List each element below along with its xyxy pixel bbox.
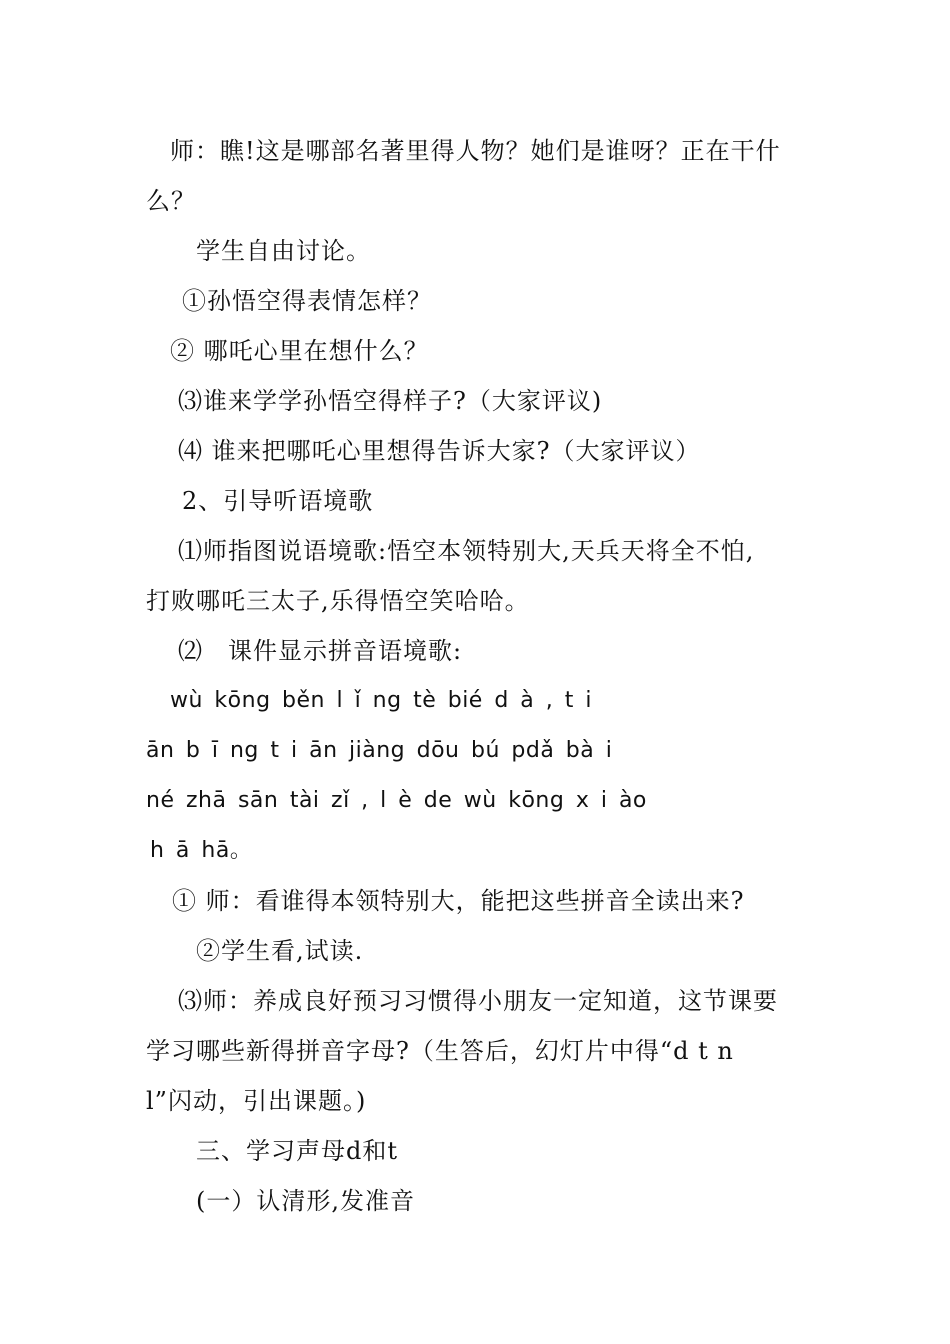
text-line-teacher-preview: ⑶师：养成良好预习习惯得小朋友一定知道，这节课要: [178, 987, 778, 1015]
pinyin-line-4: h ā hā。: [150, 838, 253, 863]
text-line-teacher-question: 师：瞧!这是哪部名著里得人物？她们是谁呀？正在干什: [170, 137, 781, 165]
text-line-teacher-preview-end: l”闪动，引出课题。): [146, 1087, 367, 1115]
text-line-students-try: ②学生看,试读.: [196, 937, 364, 965]
text-line-item-1: ①孙悟空得表情怎样？: [182, 287, 432, 315]
subsection-heading-1: (一）认清形,发准音: [196, 1187, 415, 1215]
text-line-song-2: ⑵ 课件显示拼音语境歌:: [178, 637, 463, 665]
text-line-section-2: 2、引导听语境歌: [182, 487, 374, 515]
text-line-item-4: ⑷ 谁来把哪吒心里想得告诉大家?（大家评议）: [178, 437, 701, 465]
pinyin-line-1: wù kōng běn l ǐ ng tè bié d à , t i: [170, 688, 592, 713]
text-line-teacher-preview-cont: 学习哪些新得拼音字母?（生答后，幻灯片中得“d t n: [146, 1037, 734, 1065]
pinyin-line-3: né zhā sān tài zǐ , l è de wù kōng x i ào: [146, 788, 647, 813]
text-line-item-3: ⑶谁来学学孙悟空得样子?（大家评议): [178, 387, 603, 415]
text-line-song-1-cont: 打败哪吒三太子,乐得悟空笑哈哈。: [146, 587, 530, 615]
section-heading-3: 三、学习声母d和t: [196, 1137, 399, 1165]
pinyin-line-2: ān b ī ng t i ān jiàng dōu bú pdǎ bà i: [146, 738, 613, 763]
text-line-teacher-question-cont: 么？: [146, 187, 196, 215]
text-line-item-2: ② 哪吒心里在想什么？: [170, 337, 429, 365]
text-line-song-1: ⑴师指图说语境歌:悟空本领特别大,天兵天将全不怕,: [178, 537, 755, 565]
text-line-teacher-read: ① 师：看谁得本领特别大，能把这些拼音全读出来?: [172, 887, 745, 915]
text-line-students-discuss: 学生自由讨论。: [196, 237, 371, 265]
